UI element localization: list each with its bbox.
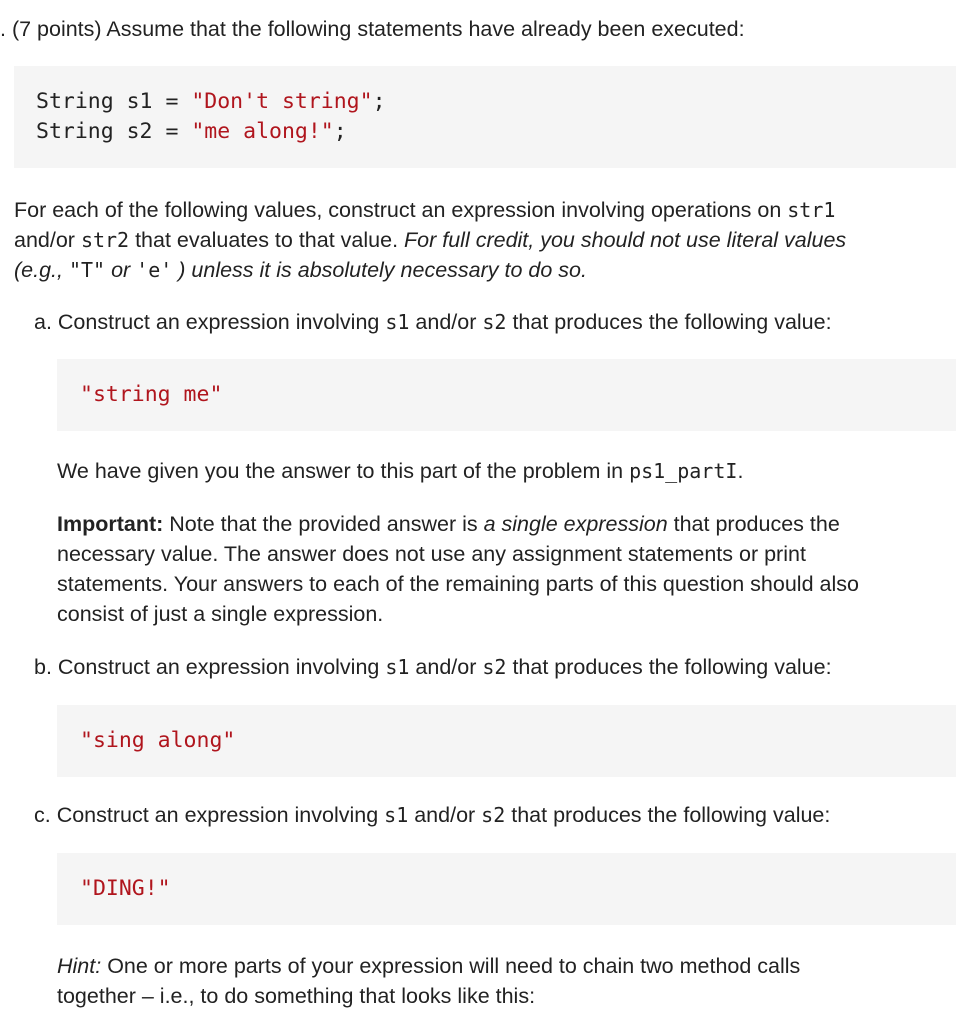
setup-code-line-2: String s2 = "me along!";: [36, 119, 347, 144]
part-c-prompt: c. Construct an expression involving s1 and/or s2 that produces the following value:: [34, 803, 831, 827]
question-header: . (7 points) Assume that the following statements have already been executed:: [0, 17, 745, 41]
part-b-prompt: b. Construct an expression involving s1 and/or s2 that produces the following value:: [34, 655, 832, 679]
setup-code-line-1: String s1 = "Don't string";: [36, 89, 386, 114]
intro-line-3: (e.g., "T" or 'e' ) unless it is absolutely necessary to do so.: [14, 258, 587, 282]
hint-line-2: together – i.e., to do something that looks like this:: [57, 984, 536, 1008]
hint-line-1: Hint: One or more parts of your expression will need to chain two method calls: [57, 954, 801, 978]
part-b-value: "sing along": [80, 728, 236, 753]
part-a-given-note: We have given you the answer to this part of the problem in ps1_partI.: [57, 459, 744, 483]
part-a-prompt: a. Construct an expression involving s1 and/or s2 that produces the following value:: [34, 310, 832, 334]
var-str1: str1: [787, 198, 836, 222]
part-c-value: "DING!": [80, 876, 171, 901]
var-str2: str2: [80, 228, 130, 252]
part-c-value-block: [57, 853, 956, 925]
part-a-value: "string me": [80, 382, 223, 407]
important-line-1: Important: Note that the provided answer is a single expression that produces the: [57, 512, 840, 536]
important-line-3: statements. Your answers to each of the remaining parts of this question should also: [57, 572, 859, 596]
intro-line-2: and/or str2 that evaluates to that value. For full credit, you should not use literal values: [14, 228, 847, 252]
important-line-2: necessary value. The answer does not use any assignment statements or print: [57, 542, 806, 566]
important-line-4: consist of just a single expression.: [57, 602, 384, 626]
intro-line-1: For each of the following values, construct an expression involving operations on str1: [14, 198, 836, 222]
